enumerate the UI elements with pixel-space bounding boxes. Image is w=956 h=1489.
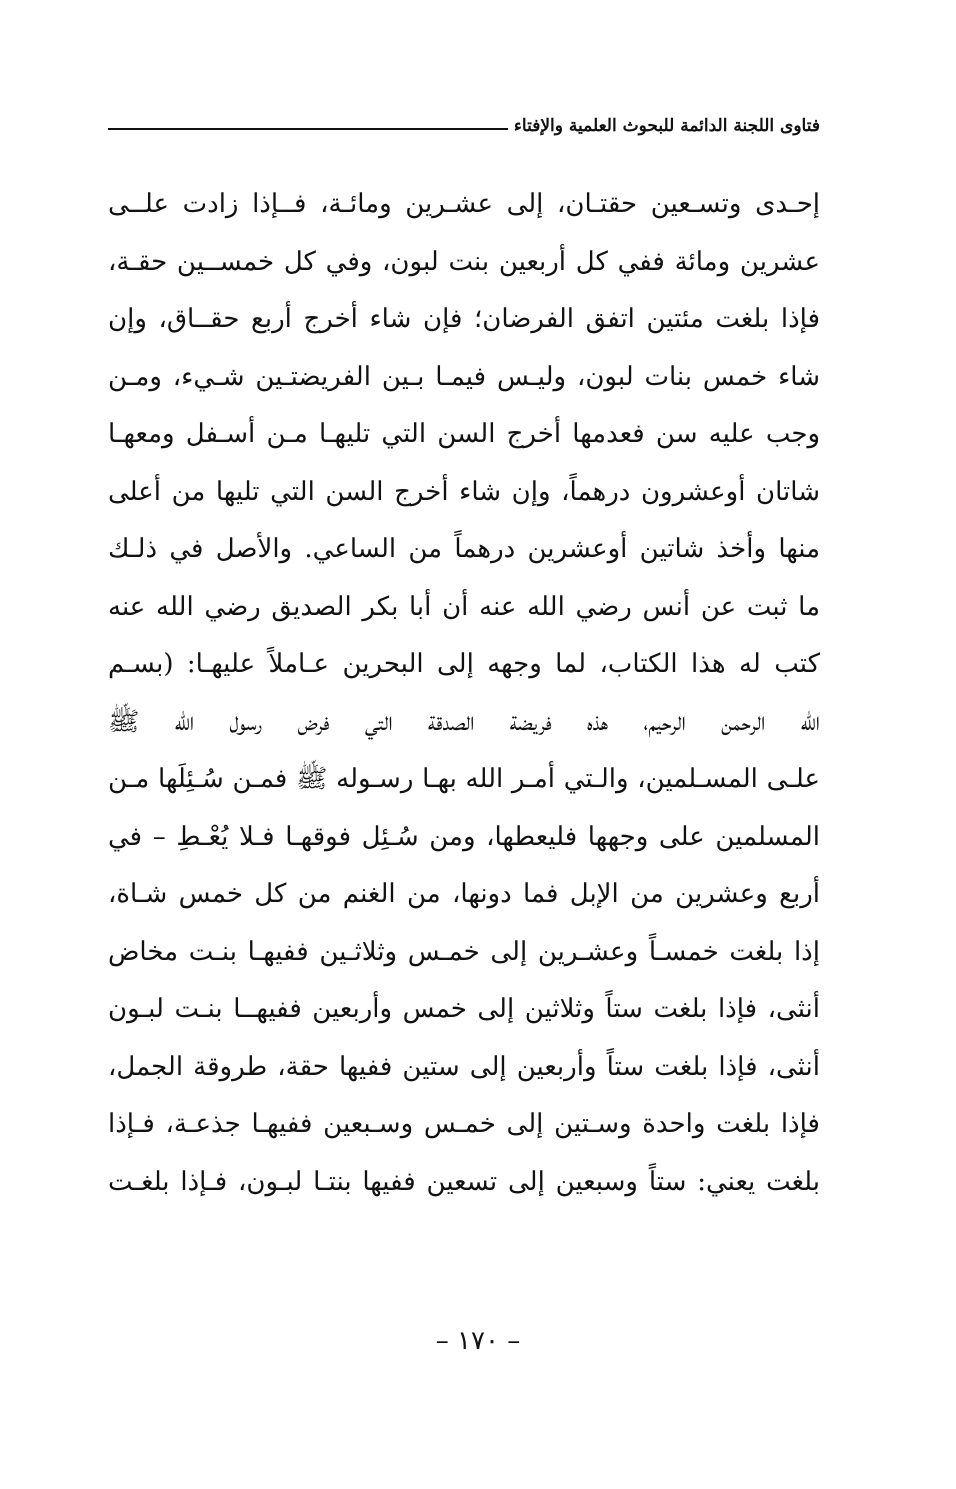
text-line: فإذا بلغت مئتين اتفق الفرضان؛ فإن شاء أخرج أربع حقــاق، وإن <box>108 304 820 334</box>
body-text <box>108 176 820 1211</box>
text-line: كتب له هذا الكتاب، لما وجهه إلى البحرين عـاملاً عليهـا: (بسـم <box>108 649 820 679</box>
running-header <box>108 110 820 142</box>
text-line: أربع وعشرين من الإبل فما دونها، من الغنم من كل خمس شـاة، <box>108 879 820 909</box>
text-line: فإذا بلغت واحدة وسـتين إلى خمـس وسـبعين ففيهـا جذعـة، فـإذا <box>108 1109 820 1139</box>
text-line: إذا بلغت خمسـاً وعشـرين إلى خمـس وثلاثـين ففيهـا بنـت مخاض <box>108 936 820 967</box>
text-line: بلغت يعني: ستاً وسبعين إلى تسعين ففيها بنتـا لبـون، فـإذا بلغـت <box>108 1166 820 1197</box>
text-line: أنثى، فإذا بلغت ستاً وأربعين إلى ستين ففيها حقة، طروقة الجمل، <box>108 1051 820 1082</box>
text-line: وجب عليه سن فعدمها أخرج السن التي تليهـا مـن أسـفل ومعهـا <box>108 419 820 449</box>
text-line: منها وأخذ شاتين أوعشرين درهماً من الساعي. والأصل في ذلـك <box>108 534 820 564</box>
text-line: ما ثبت عن أنس رضي الله عنه أن أبا بكر الصديق رضي الله عنه <box>108 591 820 622</box>
header-title: فتاوى اللجنة الدائمة للبحوث العلمية والإفتاء <box>513 116 820 136</box>
text-line: علـى المسـلمين، والـتي أمـر الله بهـا رسـوله ﷺ فمـن سُـئِلَها مـن <box>108 764 820 794</box>
text-line: عشرين ومائة ففي كل أربعين بنت لبون، وفي كل خمســين حقـة، <box>108 246 820 277</box>
text-line: شاتان أوعشرون درهماً، وإن شاء أخرج السن التي تليها من أعلى <box>108 476 820 507</box>
text-line: الله الرحمن الرحيم، هذه فريضة الصدقة التي فرض رسول الله ﷺ <box>108 706 820 737</box>
text-line: المسلمين على وجهها فليعطها، ومن سُـئِل فوقهـا فـلا يُعْـطِ – في <box>108 821 820 852</box>
text-line: شاء خمس بنات لبون، وليـس فيمـا بـين الفريضتـين شـيء، ومـن <box>108 361 820 392</box>
page-number: – ١٧٠ – <box>435 1326 521 1356</box>
text-line: إحـدى وتسـعين حقتـان، إلى عشـرين ومائـة، فــإذا زادت علــى <box>108 189 820 219</box>
header-rule <box>108 128 508 130</box>
text-line: أنثى، فإذا بلغت ستاً وثلاثين إلى خمس وأربعين ففيهــا بنـت لبـون <box>108 994 820 1024</box>
